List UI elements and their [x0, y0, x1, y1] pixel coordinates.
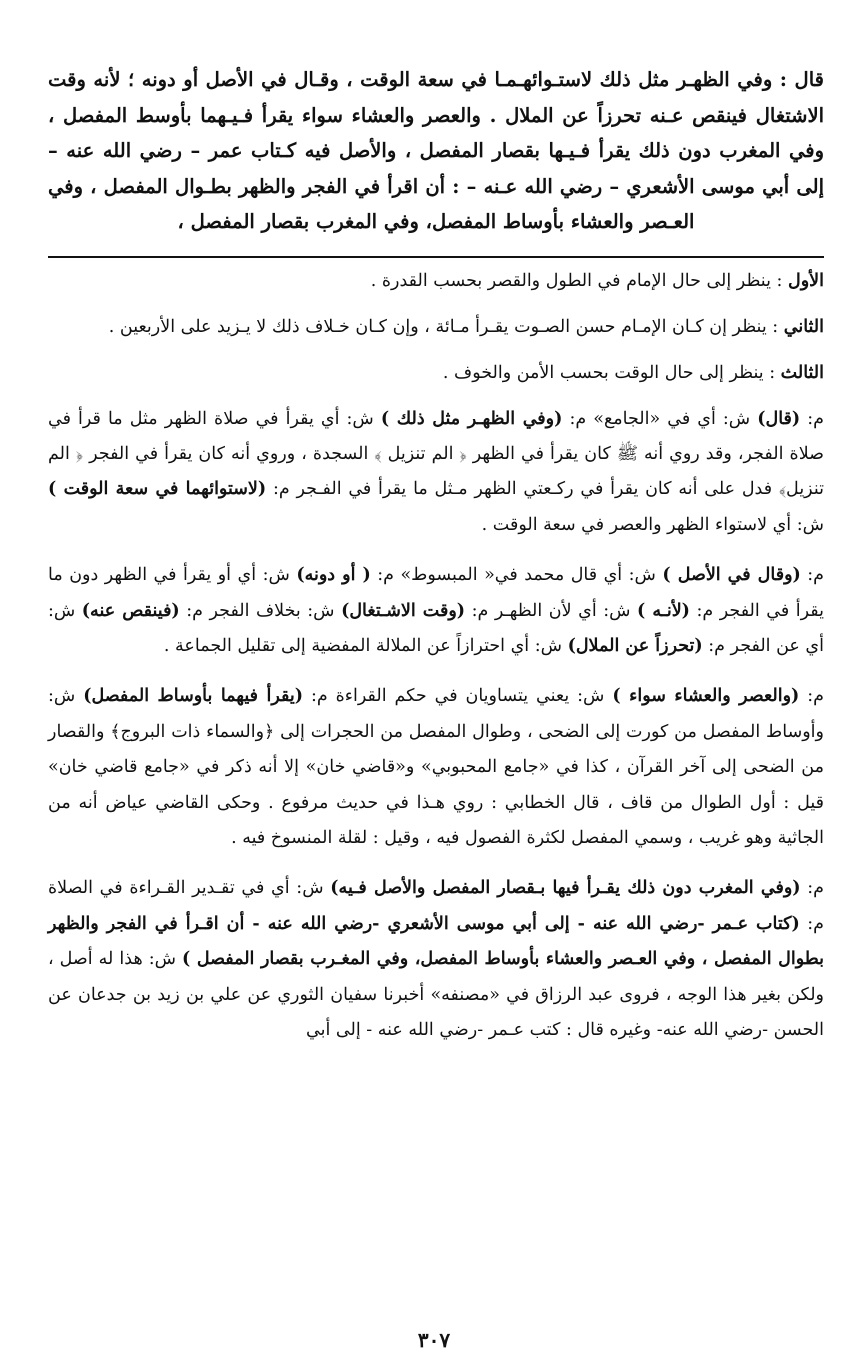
- commentary-text: ش: أي لأن الظهـر م:: [465, 600, 637, 621]
- quoted-matn: ( أو دونه): [296, 565, 371, 586]
- quoted-matn: (فينقص عنه): [81, 600, 180, 621]
- quoted-matn: (يقرأ فيهما بأوساط المفصل): [83, 686, 304, 707]
- commentary-text: ش: أي في تقـدير القـراءة في الصلاة م:: [48, 878, 825, 934]
- matn-text: قال : وفي الظهـر مثل ذلك لاستـوائهـمـا في سعة الوقت ، وقـال في الأصل أو دونه ؛ لأنه وقت الاشتغال فينقص عـنه تحرزاً عن الملال . والعصر والعشاء سواء يقرأ فـيـهما بأوسط المفصل ، وفي المغرب دون ذلك يقرأ فـيـها بقصار المفصل ، والأصل فيه كـتاب عمر – رضي الله عنه – إلى أبي موسى الأشعري – رضي الله عـنه – : أن اقرأ في الفجر والظهر بطـوال المفصل ، وفي العـصر والعشاء بأوساط المفصل، وفي المغرب بقصار المفصل ،: [48, 68, 824, 233]
- footnote-label: الأول: [787, 270, 824, 291]
- footnotes: [48, 264, 824, 390]
- quoted-matn: (كتاب عـمر -رضي الله عنه - إلى أبي موسى الأشعري -رضي الله عنه - أن اقـرأ في الفجر والظهر بطوال المفصل ، وفي العـصر والعشاء بأوساط المفصل، وفي المغـرب بقصار المفصل ): [48, 913, 824, 970]
- quoted-matn: (والعصر والعشاء سواء ): [612, 686, 800, 707]
- quoted-matn: (وقت الاشـتغال): [341, 600, 466, 621]
- quoted-matn: (وفي المغرب دون ذلك يقـرأ فيها بـقصار المفصل والأصل فـيه): [330, 878, 801, 899]
- page-body: [48, 62, 824, 1063]
- footnote-label: الثاني: [783, 316, 824, 337]
- quoted-matn: (لاستوائهما في سعة الوقت ): [48, 479, 267, 500]
- commentary: [48, 402, 824, 1049]
- commentary-paragraph: [48, 558, 824, 664]
- footnote-separator: [48, 256, 824, 258]
- quoted-matn: (تحرزاً عن الملال): [567, 635, 703, 656]
- commentary-text: م:: [800, 565, 825, 586]
- commentary-text: ش: بخلاف الفجر م:: [179, 600, 342, 621]
- footnote: [48, 310, 824, 344]
- quoted-matn: (وقال في الأصل ): [662, 565, 801, 586]
- commentary-text: ش: أي احترازاً عن الملالة المفضية إلى تقليل الجماعة .: [163, 635, 568, 656]
- commentary-text: ش: أي في «الجامع» م:: [562, 408, 758, 429]
- commentary-text: ش: يعني يتساويان في حكم القراءة م:: [303, 686, 613, 707]
- commentary-text: ش: وأوساط المفصل من كورت إلى الضحى ، وطوال المفصل من الحجرات إلى ﴿والسماء ذات البروج﴾ والقصار من الضحى إلى آخر القرآن ، كذا في «جامع المحبوبي» و«قاضي خان» إلا أنه ذكر في «جامع قاضي خان» قيل : أول الطوال من قاف ، قال الخطابي : روي هـذا في حديث مرفوع . وحكى القاضي عياض أنه من الجاثية وهو غريب ، وسمي المفصل لكثرة الفصول فيه ، وقيل : لقلة المنسوخ فيه .: [48, 686, 824, 848]
- page-number: ٣٠٧: [417, 1328, 451, 1352]
- commentary-text: ش: أي أو يقرأ في الظهر دون ما يقرأ في الفجر م:: [48, 565, 824, 621]
- quoted-matn: (لأنـه ): [636, 600, 690, 621]
- commentary-paragraph: [48, 402, 824, 544]
- footnote-label: الثالث: [780, 362, 824, 383]
- footnote-text: : ينظر إن كـان الإمـام حسن الصـوت يقـرأ مـائة ، وإن كـان خـلاف ذلك لا يـزيد على الأربعين .: [108, 316, 784, 337]
- commentary-text: م:: [800, 408, 824, 429]
- footnote: [48, 356, 824, 390]
- footnote: [48, 264, 824, 298]
- commentary-text: م:: [800, 878, 825, 899]
- commentary-paragraph: [48, 679, 824, 856]
- footnote-text: : ينظر إلى حال الإمام في الطول والقصر بحسب القدرة .: [370, 270, 788, 291]
- commentary-paragraph: [48, 871, 824, 1048]
- quoted-matn: (قال): [757, 408, 801, 429]
- footnote-text: : ينظر إلى حال الوقت بحسب الأمن والخوف .: [442, 362, 781, 383]
- commentary-text: ش: أي لاستواء الظهر والعصر في سعة الوقت .: [481, 514, 824, 535]
- commentary-text: ش: أي قال محمد في« المبسوط» م:: [370, 565, 663, 586]
- commentary-text: ش: أي عن الفجر م:: [48, 600, 824, 656]
- quoted-matn: (وفي الظهـر مثل ذلك ): [380, 408, 563, 429]
- commentary-text: ش: أي يقرأ في صلاة الظهر مثل ما قرأ في صلاة الفجر، وقد روي أنه ﷺ كان يقرأ في الظهر ﴿ الم تنزيل ﴾ السجدة ، وروي أنه كان يقرأ في الفجر ﴿ الم تنزيل﴾ فدل على أنه كان يقرأ في ركـعتي الظهر مـثل ما يقرأ في الفـجر م:: [48, 408, 824, 500]
- commentary-text: م:: [799, 686, 825, 707]
- commentary-text: ش: هذا له أصل ، ولكن بغير هذا الوجه ، فروى عبد الرزاق في «مصنفه» أخبرنا سفيان الثوري عن علي بن زيد بن جدعان عن الحسن -رضي الله عنه- وغيره قال : كتب عـمر -رضي الله عنه - إلى أبي: [48, 949, 824, 1040]
